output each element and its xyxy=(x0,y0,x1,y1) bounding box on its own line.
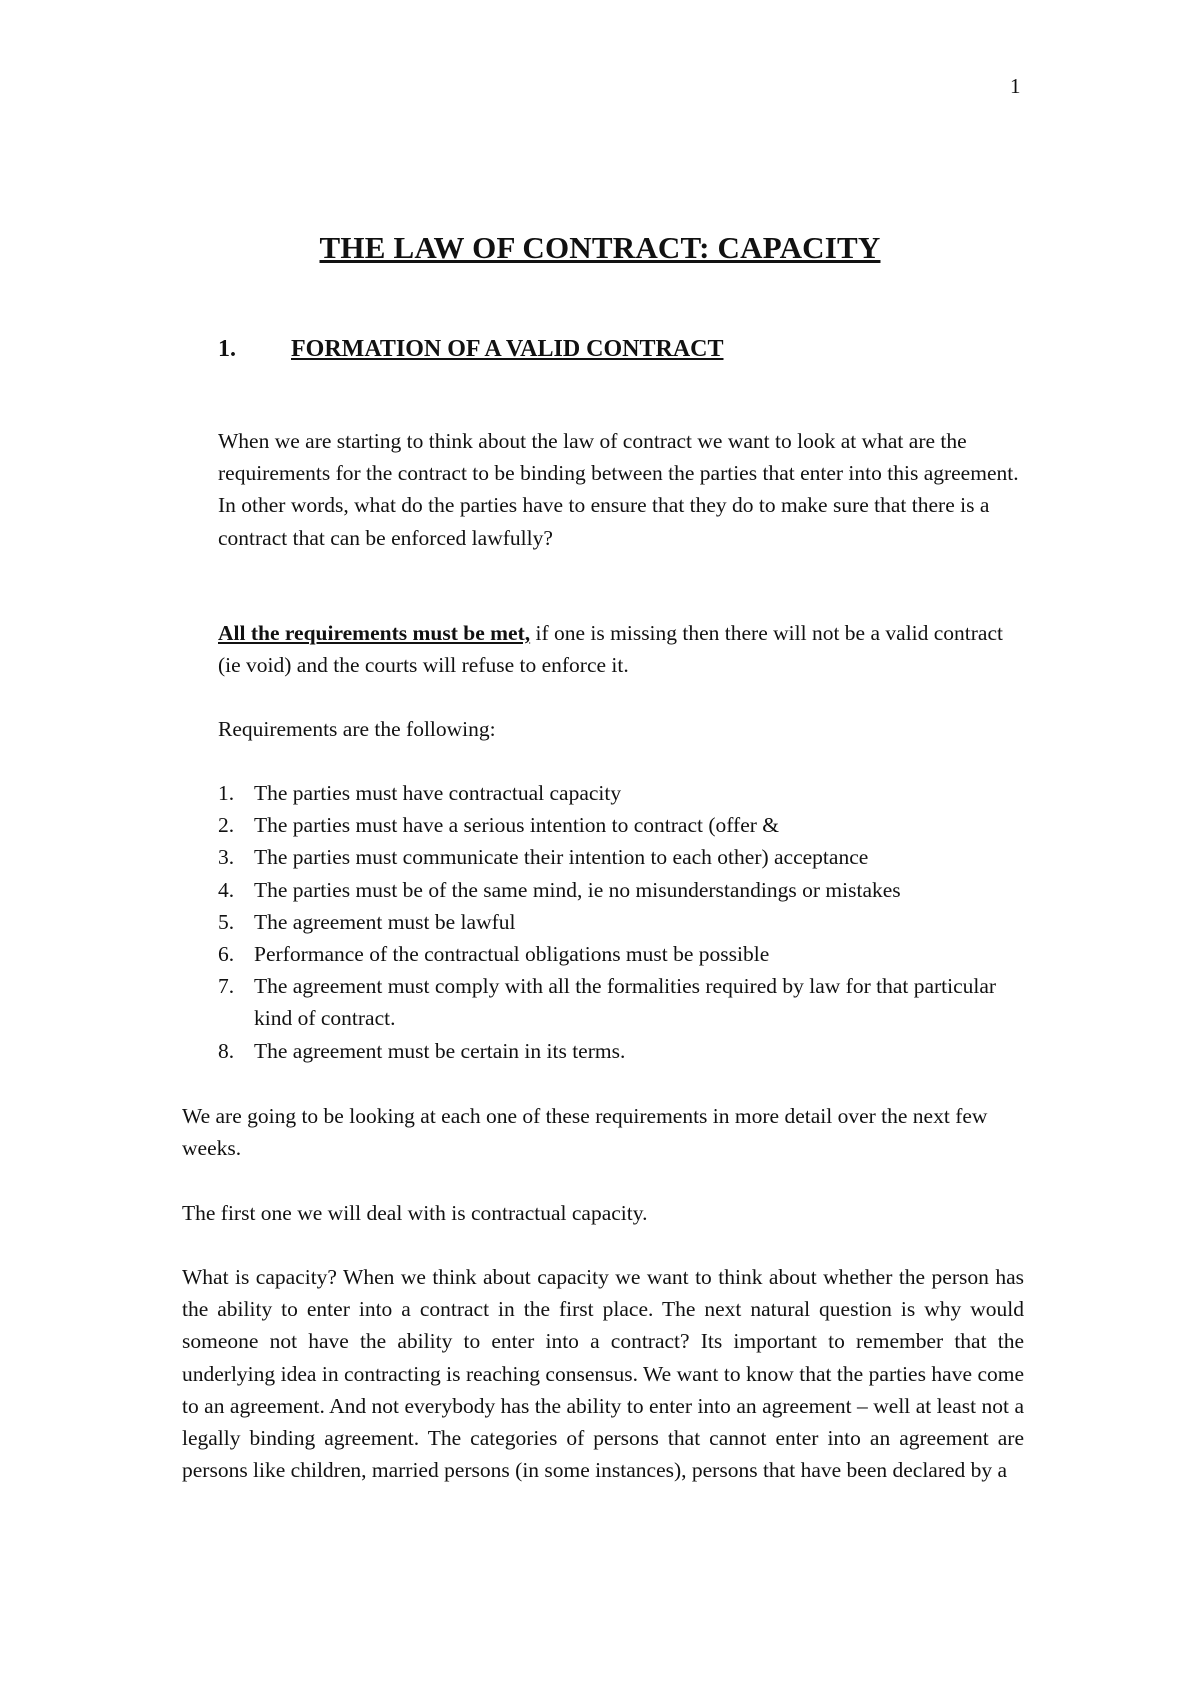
requirement-number: 6. xyxy=(218,942,235,967)
intro-paragraph: When we are starting to think about the law of contract we want to look at what are the requirements for the contract to be binding between the parties that enter into this agreement. In other words, what do the parties have to ensure that they do to make sure that there is a contract that can be enforced lawfully? xyxy=(218,429,1019,550)
requirements-emphasis: All the requirements must be met, xyxy=(218,621,531,645)
requirement-number: 2. xyxy=(218,813,235,838)
section-label: FORMATION OF A VALID CONTRACT xyxy=(291,336,724,362)
document-title: THE LAW OF CONTRACT: CAPACITY xyxy=(319,230,881,265)
requirement-item xyxy=(218,874,1024,906)
section-number: 1. xyxy=(218,336,236,362)
requirement-number: 4. xyxy=(218,877,235,902)
section-heading xyxy=(218,336,724,363)
requirement-text: The agreement must comply with all the formalities required by law for that particular kind of contract. xyxy=(254,974,997,1031)
requirement-text: The parties must communicate their intention to each other) acceptance xyxy=(254,845,869,870)
requirements-note-text: if one is missing then there will not be a valid contract (ie void) and the courts will refuse to enforce it. xyxy=(218,621,1003,678)
requirement-item xyxy=(218,809,1024,841)
requirement-item xyxy=(218,841,1024,873)
requirement-item xyxy=(218,1035,1024,1067)
requirement-number: 8. xyxy=(218,1038,235,1063)
requirement-item xyxy=(218,906,1024,938)
requirement-text: Performance of the contractual obligations must be possible xyxy=(254,942,770,967)
requirement-text: The parties must be of the same mind, ie no misunderstandings or mistakes xyxy=(254,877,901,902)
requirements-note-paragraph xyxy=(218,617,1024,681)
capacity-paragraph: What is capacity? When we think about capacity we want to think about whether the person has the ability to enter into a contract in the first place. The next natural question is why would someone not have the ability to enter into a contract? Its important to remember that the underlying idea in contracting is reaching consensus. We want to know that the parties have come to an agreement. And not everybody has the ability to enter into an agreement – well at least not a legally binding agreement. The categories of persons that cannot enter into an agreement are persons like children, married persons (in some instances), persons that have been declared by a xyxy=(182,1265,1024,1483)
list-intro: Requirements are the following: xyxy=(218,717,496,741)
requirement-number: 3. xyxy=(218,845,235,870)
requirement-text: The parties must have contractual capacity xyxy=(254,781,622,805)
requirements-list xyxy=(218,777,1024,1067)
followup-paragraph: We are going to be looking at each one of these requirements in more detail over the next few weeks. xyxy=(182,1104,988,1161)
requirement-item xyxy=(218,970,1024,1034)
requirement-text: The agreement must be certain in its terms. xyxy=(254,1038,626,1063)
page-number: 1 xyxy=(1010,74,1021,98)
requirement-number: 7. xyxy=(218,974,235,999)
requirement-number: 1. xyxy=(218,781,235,805)
first-requirement-paragraph: The first one we will deal with is contractual capacity. xyxy=(182,1201,648,1225)
requirement-text: The parties must have a serious intention to contract (offer & xyxy=(254,813,779,838)
requirement-number: 5. xyxy=(218,909,235,934)
requirement-item xyxy=(218,938,1024,970)
requirement-text: The agreement must be lawful xyxy=(254,909,516,934)
requirement-item xyxy=(218,777,1024,809)
